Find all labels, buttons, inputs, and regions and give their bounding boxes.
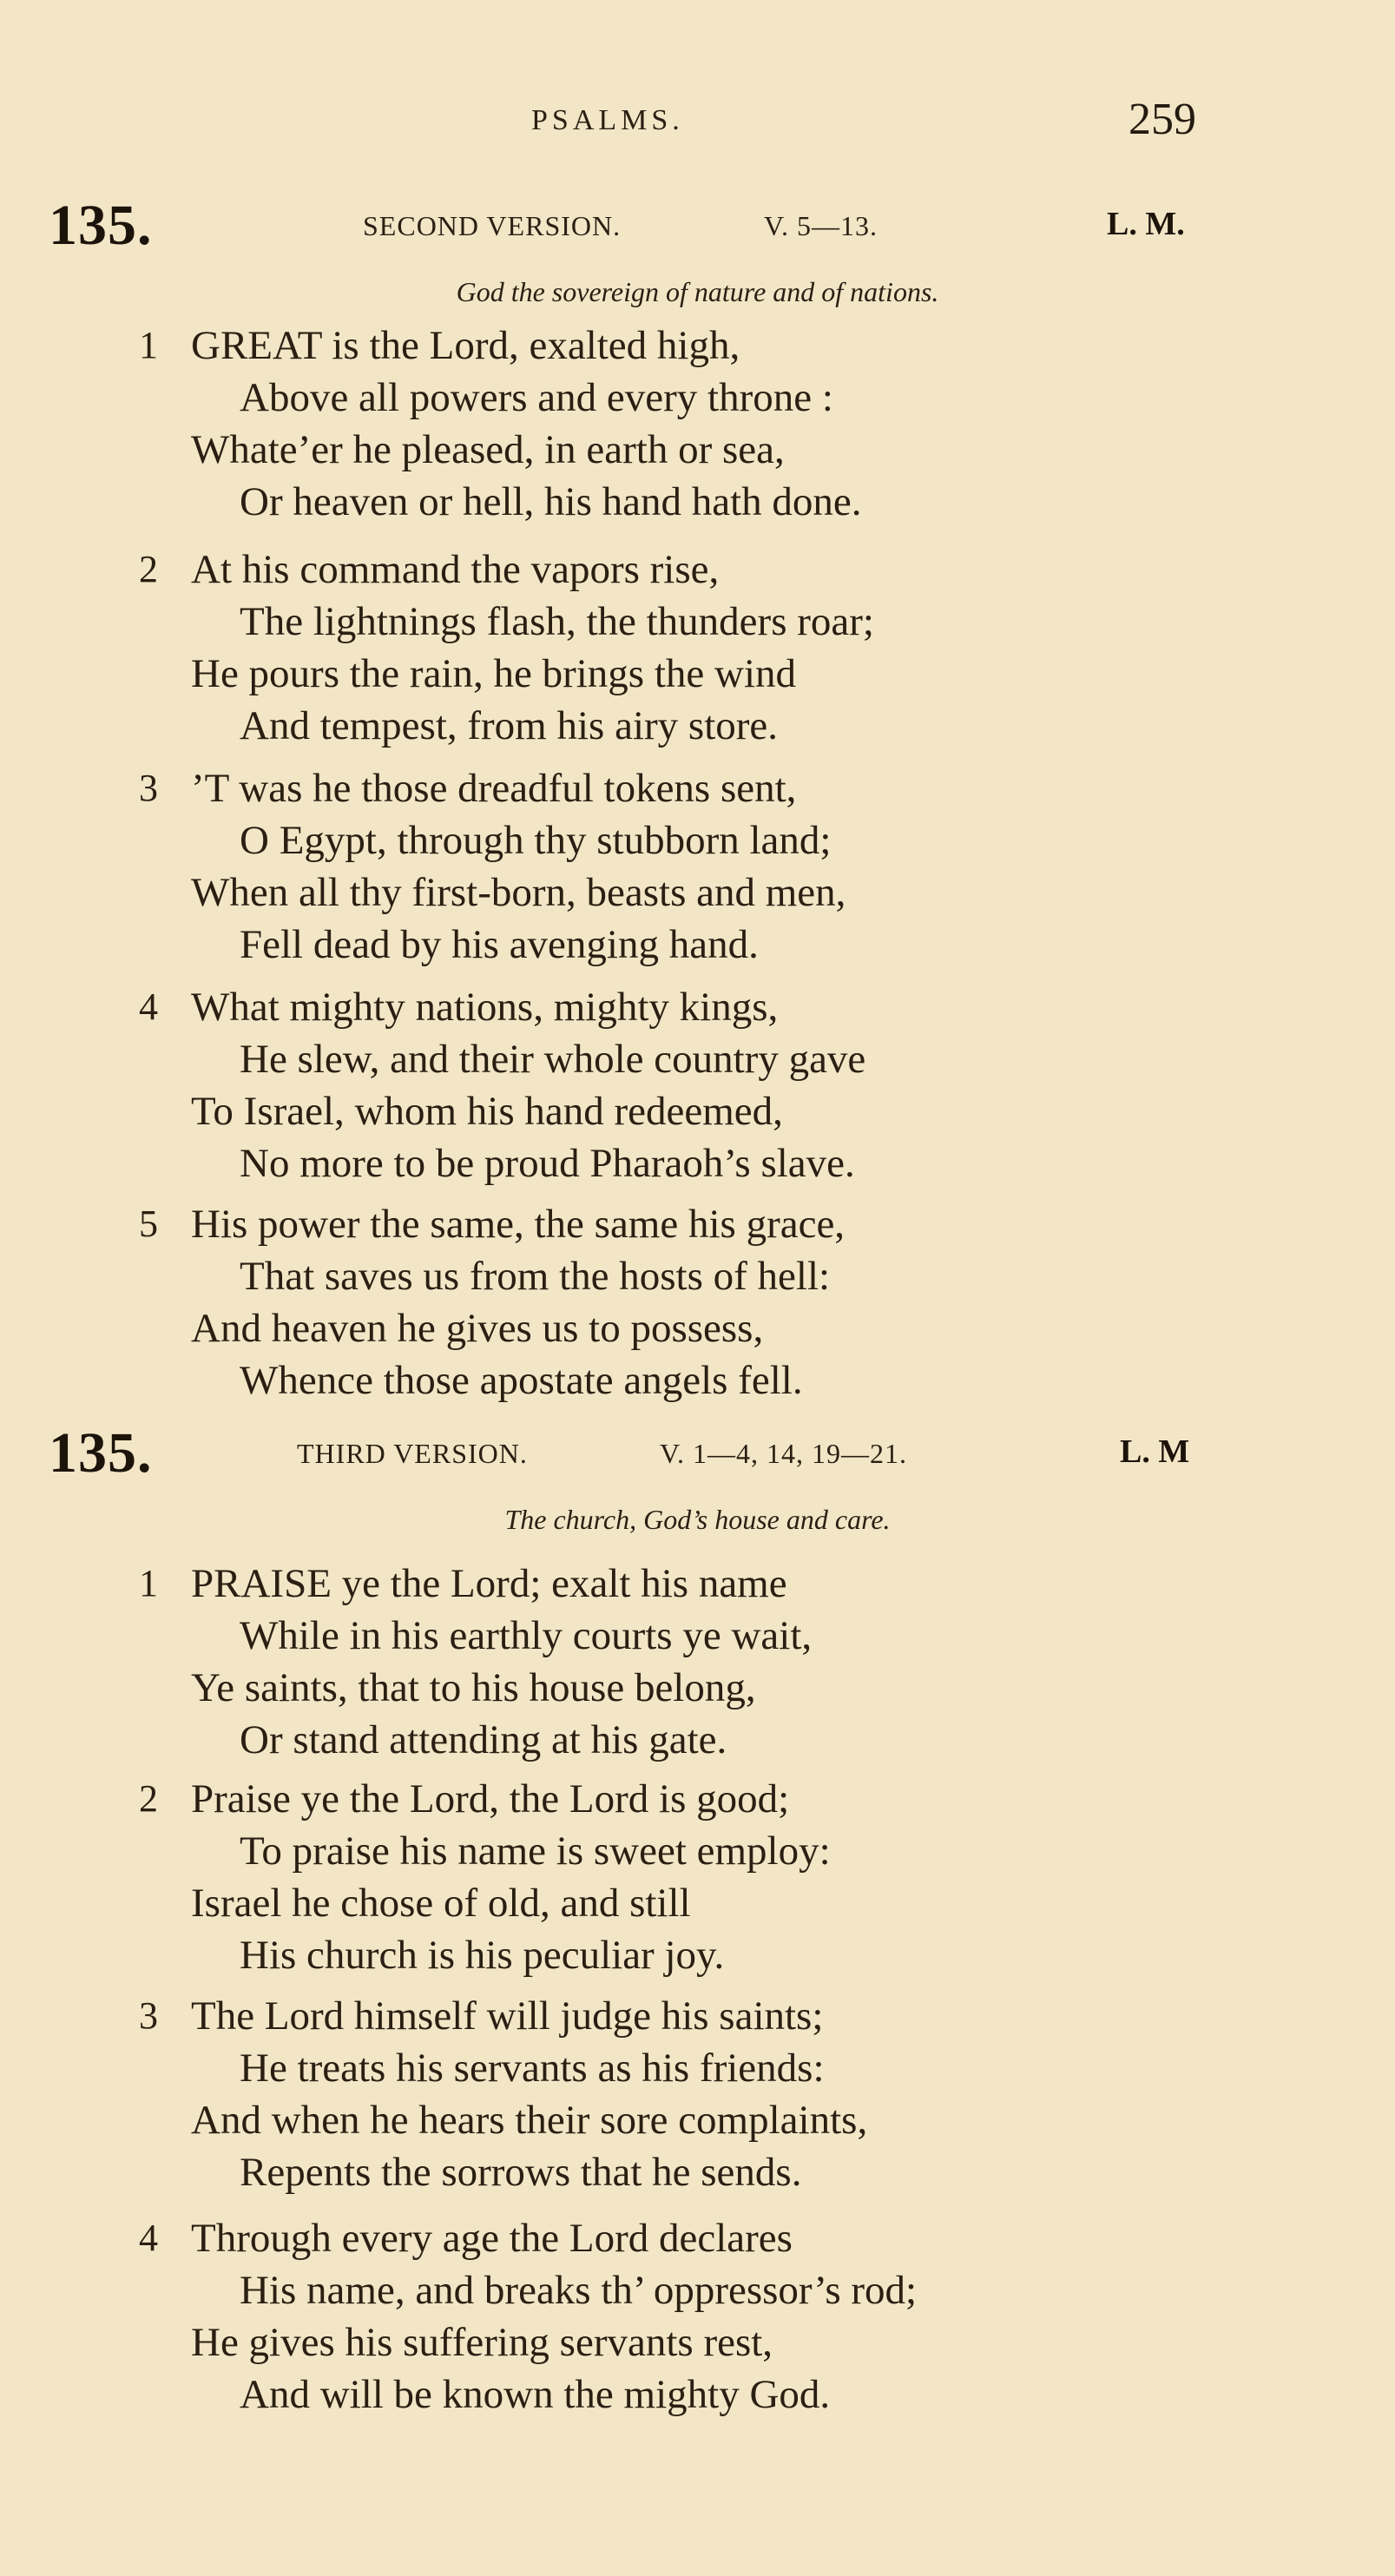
hymn-number: 135. bbox=[49, 1421, 153, 1485]
verse-line: Or heaven or hell, his hand hath done. bbox=[240, 479, 862, 524]
verse-line: ’T was he those dreadful tokens sent, bbox=[191, 766, 797, 811]
verse-reference: V. 5—13. bbox=[764, 210, 878, 241]
running-title: PSALMS. bbox=[531, 104, 684, 136]
stanza-number: 2 bbox=[139, 548, 158, 590]
hymn-number: 135. bbox=[49, 194, 153, 257]
meter: L. M. bbox=[1107, 206, 1185, 242]
verse-line: When all thy first-born, beasts and men, bbox=[191, 870, 846, 915]
verse-line: And heaven he gives us to possess, bbox=[191, 1306, 764, 1351]
stanza-number: 1 bbox=[139, 324, 158, 366]
stanza-number: 3 bbox=[139, 767, 158, 809]
verse-line: The Lord himself will judge his saints; bbox=[191, 1993, 824, 2039]
hymn-header-third-version bbox=[0, 1421, 1395, 1493]
verse-line: To praise his name is sweet employ: bbox=[240, 1828, 831, 1874]
verse-line: Ye saints, that to his house belong, bbox=[191, 1665, 756, 1710]
stanza-number: 1 bbox=[139, 1562, 158, 1604]
verse-line: His power the same, the same his grace, bbox=[191, 1202, 846, 1247]
hymn-header-second-version bbox=[0, 194, 1395, 266]
verse-line: To Israel, whom his hand redeemed, bbox=[191, 1089, 783, 1134]
verse-line: No more to be proud Pharaoh’s slave. bbox=[240, 1141, 855, 1186]
verse-line: At his command the vapors rise, bbox=[191, 547, 720, 592]
stanza-number: 2 bbox=[139, 1777, 158, 1820]
verse-line: His church is his peculiar joy. bbox=[240, 1933, 725, 1978]
stanza-number: 3 bbox=[139, 1994, 158, 2037]
verse-line: Through every age the Lord declares bbox=[191, 2216, 793, 2261]
meter: L. M bbox=[1120, 1433, 1190, 1470]
version-title: THIRD VERSION. bbox=[297, 1438, 528, 1469]
verse-line: Or stand attending at his gate. bbox=[240, 1717, 727, 1762]
hymn-subtitle: The church, God’s house and care. bbox=[504, 1504, 891, 1535]
verse-line: His name, and breaks th’ oppressor’s rod; bbox=[240, 2268, 918, 2313]
verse-line: While in his earthly courts ye wait, bbox=[240, 1613, 813, 1658]
verse-line: And when he hears their sore complaints, bbox=[191, 2098, 868, 2143]
verse-reference: V. 1—4, 14, 19—21. bbox=[660, 1438, 907, 1469]
verse-line: PRAISE ye the Lord; exalt his name bbox=[191, 1561, 787, 1606]
verse-line: That saves us from the hosts of hell: bbox=[240, 1254, 831, 1299]
verse-line: And will be known the mighty God. bbox=[240, 2372, 831, 2417]
verse-line: Repents the sorrows that he sends. bbox=[240, 2150, 802, 2195]
verse-line: Fell dead by his avenging hand. bbox=[240, 922, 759, 967]
verse-line: Praise ye the Lord, the Lord is good; bbox=[191, 1776, 790, 1822]
verse-line: O Egypt, through thy stubborn land; bbox=[240, 818, 832, 863]
verse-line: He slew, and their whole country gave bbox=[240, 1037, 866, 1082]
verse-line: He gives his suffering servants rest, bbox=[191, 2320, 773, 2365]
page-number: 259 bbox=[1129, 95, 1196, 144]
verse-line: What mighty nations, mighty kings, bbox=[191, 985, 779, 1030]
hymn-subtitle: God the sovereign of nature and of nations. bbox=[456, 276, 939, 307]
verse-line: Whence those apostate angels fell. bbox=[240, 1358, 803, 1403]
stanza-number: 4 bbox=[139, 985, 158, 1028]
verse-line: He treats his servants as his friends: bbox=[240, 2046, 825, 2091]
verse-line: Whate’er he pleased, in earth or sea, bbox=[191, 427, 785, 472]
verse-line: The lightnings flash, the thunders roar; bbox=[240, 599, 874, 644]
verse-line: And tempest, from his airy store. bbox=[240, 703, 779, 748]
verse-line: He pours the rain, he brings the wind bbox=[191, 651, 797, 696]
verse-line: Israel he chose of old, and still bbox=[191, 1881, 691, 1926]
verse-line: Above all powers and every throne : bbox=[240, 375, 833, 420]
running-head bbox=[0, 94, 1395, 155]
stanza-number: 5 bbox=[139, 1202, 158, 1245]
verse-line: GREAT is the Lord, exalted high, bbox=[191, 323, 740, 368]
stanza-number: 4 bbox=[139, 2217, 158, 2259]
version-title: SECOND VERSION. bbox=[363, 210, 622, 241]
